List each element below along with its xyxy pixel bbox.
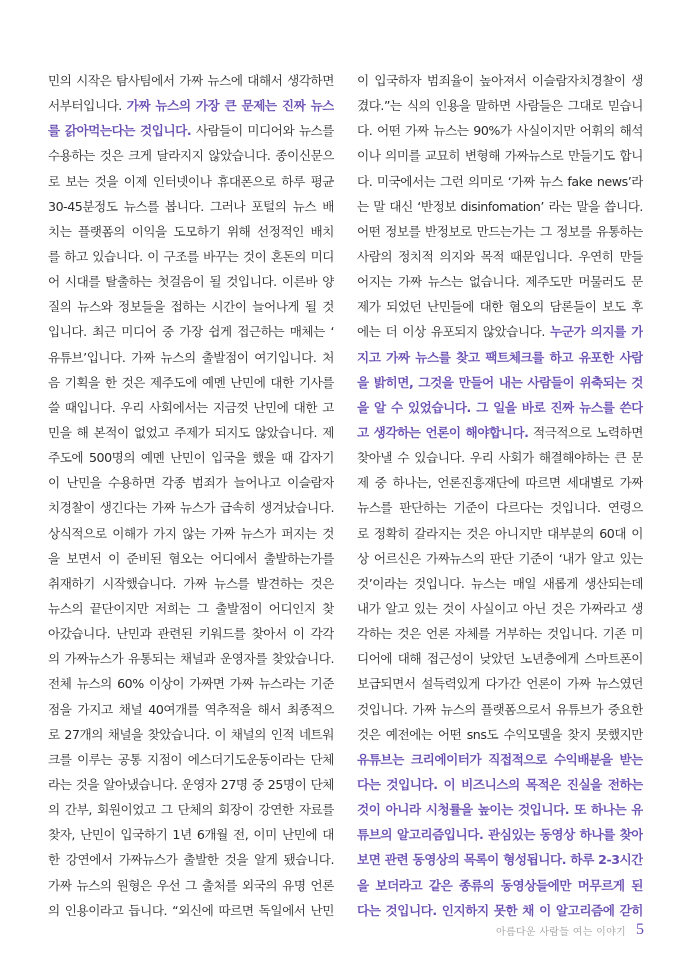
body-text: 에는 더 이상 유포되지 않았습니다. [357,324,551,340]
highlighted-text: 튜브의 알고리즘입니다. 관심있는 동영상 하나를 찾아 [357,827,643,843]
body-text: 아갔습니다. 난민과 관련된 키워드를 찾아서 이 각각 [48,626,334,642]
text-line [48,747,334,772]
text-line [357,470,643,495]
text-line [357,697,643,722]
text-line [357,445,643,470]
text-line [357,521,643,546]
text-line [357,822,643,847]
body-text: 질의 뉴스와 정보들을 접하는 시간이 늘어나게 될 것 [48,299,334,315]
body-text: 쓸 때입니다. 우리 사회에서는 지금껏 난민에 대한 고 [48,399,334,415]
body-text: 크를 이루는 공통 지점이 에스더기도운동이라는 단체 [48,751,334,767]
body-text: 서부터입니다. [48,98,127,114]
body-text: 민의 시작은 탐사팀에서 가짜 뉴스에 대해서 생각하면 [48,73,334,88]
body-text: 다. 어떤 가짜 뉴스는 90%가 사실이지만 어휘의 해석 [357,123,643,139]
body-text: 한 강연에서 가짜뉴스가 출발한 것을 알게 됐습니다. [48,852,334,868]
text-line [48,294,334,319]
text-line [357,269,643,294]
highlighted-text: 고 생각하는 언론이 해야합니다. [357,424,529,440]
body-text: 주도에 500명의 예멘 난민이 입국을 했을 때 갑자기 [48,450,334,466]
text-line [357,747,643,772]
text-line [48,596,334,621]
text-line [48,847,334,872]
text-line [357,219,643,244]
text-line [48,169,334,194]
body-text: 는 말 대신 ‘반정보 disinfomation’ 라는 말을 씁니다. [357,198,643,214]
text-line [357,671,643,696]
left-column [48,68,334,923]
body-text: 가짜 뉴스의 원형은 우선 그 출처를 외국의 유명 언론 [48,877,334,893]
text-line [48,345,334,370]
highlighted-text: 을 보더라고 같은 종류의 동영상들에만 머무르게 된 [357,877,643,893]
text-line [357,847,643,872]
body-text: 적극적으로 노력하면 [528,424,643,440]
body-text: 상식적으로 이해가 가지 않는 가짜 뉴스가 퍼지는 것 [48,525,334,541]
text-line [357,646,643,671]
body-text: 음 기획을 한 것은 제주도에 예멘 난민에 대한 기사를 [48,374,334,390]
text-line [48,219,334,244]
text-line [48,395,334,420]
highlighted-text: 을 밝히면, 그것을 만들어 내는 사람들이 위축되는 것 [357,374,643,390]
text-line [357,898,643,923]
body-text: 취재하기 시작했습니다. 가짜 뉴스를 발견하는 것은 [48,575,334,591]
text-line [357,495,643,520]
body-text: 전체 뉴스의 60% 이상이 가짜면 가짜 뉴스라는 기준 [48,676,334,692]
body-text: 를 하고 있습니다. 이 구조를 바꾸는 것이 혼돈의 미디 [48,248,334,264]
body-text: 치경찰이 생긴다는 가짜 뉴스가 급속히 생겨났습니다. [48,500,334,516]
highlighted-text: 지고 가짜 뉴스를 찾고 팩트체크를 하고 유포한 사람 [357,349,643,365]
text-line [48,772,334,797]
text-line [48,898,334,923]
text-line [48,143,334,168]
highlighted-text: 을 알 수 있었습니다. 그 일을 바로 진짜 뉴스를 쓴다 [357,399,643,415]
highlighted-text: 보면 관련 동영상의 목록이 형성됩니다. 하루 2-3시간 [357,852,643,868]
text-line [357,772,643,797]
highlighted-text: 다는 것입니다. 인지하지 못한 채 이 알고리즘에 갇히 [357,902,643,918]
text-line [48,93,334,118]
body-text: 것’이라는 것입니다. 뉴스는 매일 새롭게 생산되는데 [357,575,643,591]
text-line [357,244,643,269]
body-text: 다. 미국에서는 그런 의미로 ‘가짜 뉴스 fake news’라 [357,173,643,189]
text-line [357,68,643,93]
page-number: 5 [636,921,644,938]
body-text: 수용하는 것은 크게 달라지지 않았습니다. 종이신문으 [48,148,334,164]
body-text: 민을 해 본적이 없었고 주제가 되지도 않았습니다. 제 [48,424,334,440]
body-text: 뉴스를 판단하는 기준이 다르다는 것입니다. 연령으 [357,500,643,516]
highlighted-text: 유튜브는 크리에이터가 직접적으로 수익배분을 받는 [357,751,643,767]
body-text: 찾아낼 수 있습니다. 우리 사회가 해결해야하는 큰 문 [357,450,643,466]
body-text: 보급되면서 설득력있게 다가간 언론이 가짜 뉴스였던 [357,676,643,692]
body-text: 로 정확히 갈라지는 것은 아니지만 대부분의 60대 이 [357,525,643,541]
body-text: 것은 예전에는 어떤 sns도 수익모델을 찾지 못했지만 [357,726,643,742]
body-text: 상 어르신은 가짜뉴스의 판단 기준이 ‘내가 알고 있는 [357,550,643,566]
text-line [357,194,643,219]
text-line [48,370,334,395]
body-text: 각하는 것은 언론 자체를 거부하는 것입니다. 기존 미 [357,626,643,642]
body-text: 의 가짜뉴스가 유통되는 채널과 운영자를 찾았습니다. [48,651,334,667]
text-line [48,822,334,847]
text-line [48,445,334,470]
body-text: 의 인용이라고 듭니다. “외신에 따르면 독일에서 난민 [48,902,334,918]
body-text: 찾자, 난민이 입국하기 1년 6개월 전, 이미 난민에 대 [48,827,334,843]
body-text: 사람들이 미디어와 뉴스를 [191,123,334,139]
text-line [48,420,334,445]
text-line [48,546,334,571]
text-line [48,319,334,344]
text-line [48,118,334,143]
body-text: 내가 알고 있는 것이 사실이고 아닌 것은 가짜라고 생 [357,600,643,616]
body-text: 로 27개의 채널을 찾았습니다. 이 채널의 인적 네트워 [48,726,334,742]
highlighted-text: 를 갉아먹는다는 것입니다. [48,123,192,139]
body-text: 을 보면서 이 준비된 혐오는 어디에서 출발하는가를 [48,550,334,566]
body-text: 유튜브’입니다. 가짜 뉴스의 출발점이 여기입니다. 처 [48,349,334,365]
body-text: 제 중 하나는, 언론진흥재단에 따르면 세대별로 가짜 [357,475,643,491]
text-line [48,194,334,219]
text-line [357,420,643,445]
text-line [357,294,643,319]
text-line [357,93,643,118]
body-text: 이 난민을 수용하면 각종 범죄가 늘어나고 이슬람자 [48,475,334,491]
text-line [48,470,334,495]
text-line [357,143,643,168]
text-line [357,571,643,596]
text-line [48,697,334,722]
text-line [357,169,643,194]
body-text: 디어에 대해 접근성이 낮았던 노년층에게 스마트폰이 [357,651,643,667]
text-line [357,370,643,395]
body-text: 사람의 정치적 의지와 목적 때문입니다. 우연히 만들 [357,248,643,264]
text-line [48,671,334,696]
body-text: 이 입국하자 범죄율이 높아져서 이슬람자치경찰이 생 [357,73,643,88]
body-text: 어지는 가짜 뉴스는 없습니다. 제주도만 머물러도 문 [357,274,643,290]
highlighted-text: 다는 것입니다. 이 비즈니스의 목적은 진실을 전하는 [357,776,643,792]
right-column [357,68,643,923]
body-text: 30-45분정도 뉴스를 봅니다. 그러나 포털의 뉴스 배 [48,198,334,214]
text-line [357,118,643,143]
body-text: 겼다.”는 식의 인용을 말하면 사람들은 그대로 믿습니 [357,98,643,114]
body-text: 어떤 정보를 반정보로 만드는가는 그 정보를 유통하는 [357,223,643,239]
text-line [48,495,334,520]
text-line [48,646,334,671]
body-text: 라는 것을 알아냈습니다. 운영자 27명 중 25명이 단체 [48,776,334,792]
body-text: 점을 가지고 채널 40여개를 역추적을 해서 최종적으 [48,701,334,717]
body-text: 어 시대를 탈출하는 첫걸음이 될 것입니다. 이른바 양 [48,274,334,290]
body-text: 의 간부, 회원이었고 그 단체의 회장이 강연한 자료를 [48,802,334,818]
body-text: 뉴스의 끝단이지만 저희는 그 출발점이 어디인지 찾 [48,600,334,616]
text-line [357,596,643,621]
body-text: 것입니다. 가짜 뉴스의 플랫폼으로서 유튜브가 중요한 [357,701,643,717]
text-line [48,68,334,93]
body-text: 제가 되었던 난민들에 대한 혐오의 담론들이 보도 후 [357,299,643,315]
footer-title: 아름다운 사람들 여는 이야기 [496,926,626,938]
text-line [357,345,643,370]
text-line [48,873,334,898]
text-line [48,269,334,294]
highlighted-text: 누군가 의지를 가 [550,324,643,340]
text-line [48,244,334,269]
text-line [48,722,334,747]
body-text: 치는 플랫폼의 이익을 도모하기 위해 선정적인 배치 [48,223,334,239]
body-text: 이나 의미를 교묘히 변형해 가짜뉴스로 만들기도 합니 [357,148,643,164]
highlighted-text: 가짜 뉴스의 가장 큰 문제는 진짜 뉴스 [126,98,334,114]
text-line [357,319,643,344]
text-line [357,797,643,822]
text-line [357,722,643,747]
text-line [357,621,643,646]
body-text: 로 보는 것을 이제 인터넷이나 휴대폰으로 하루 평균 [48,173,334,189]
page-footer [496,921,644,939]
text-line [48,797,334,822]
text-line [357,873,643,898]
highlighted-text: 것이 아니라 시청률을 높이는 것입니다. 또 하나는 유 [357,802,643,818]
text-line [48,621,334,646]
text-line [357,546,643,571]
text-line [357,395,643,420]
text-line [48,521,334,546]
text-line [48,571,334,596]
body-text: 입니다. 최근 미디어 중 가장 쉽게 접근하는 매체는 ‘ [48,324,334,340]
